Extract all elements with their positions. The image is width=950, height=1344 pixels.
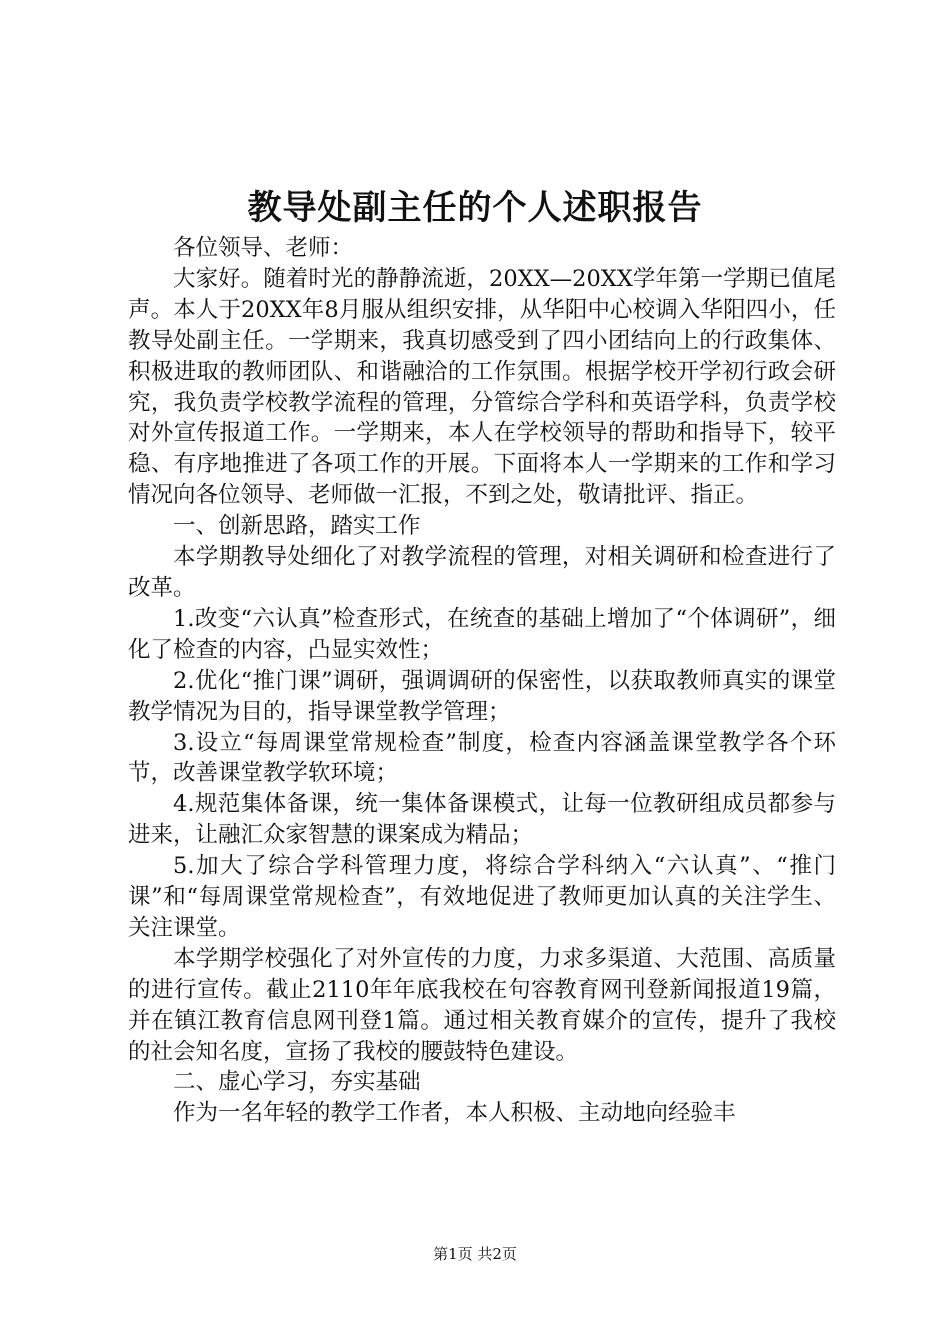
paragraph: 本学期教导处细化了对教学流程的管理，对相关调研和检查进行了改革。: [128, 544, 836, 601]
section-heading-1: 一、创新思路，踏实工作: [173, 513, 421, 540]
document-body: [128, 233, 836, 1129]
document-title: 教导处副主任的个人述职报告: [247, 188, 703, 228]
salutation: 各位领导、老师：: [173, 235, 354, 261]
list-item: 2.优化“推门课”调研，强调调研的保密性，以获取教师真实的课堂教学情况为目的，指导课堂教学管理；: [128, 667, 836, 725]
list-item: 4.规范集体备课，统一集体备课模式，让每一位教研组成员都参与进来，让融汇众家智慧的课案成为精品；: [128, 791, 836, 849]
list-item: 5.加大了综合学科管理力度，将综合学科纳入“六认真”、“推门课”和“每周课堂常规检查”，有效地促进了教师更加认真的关注学生、关注课堂。: [128, 853, 836, 941]
section-heading-2: 二、虚心学习，夯实基础: [173, 1069, 421, 1096]
paragraph: 作为一名年轻的教学工作者，本人积极、主动地向经验丰: [173, 1100, 736, 1127]
list-item: 3.设立“每周课堂常规检查”制度，检查内容涵盖课堂教学各个环节，改善课堂教学软环境；: [128, 729, 836, 787]
list-item: 1.改变“六认真”检查形式，在统查的基础上增加了“个体调研”，细化了检查的内容，凸显实效性；: [128, 605, 836, 663]
page-number: 第1页 共2页: [433, 1245, 517, 1263]
paragraph: 本学期学校强化了对外宣传的力度，力求多渠道、大范围、高质量的进行宣传。截止2110年年底我校在句容教育网刊登新闻报道19篇，并在镇江教育信息网刊登1篇。通过相关教育媒介的宣传，提升了我校的社会知名度，宣扬了我校的腰鼓特色建设。: [128, 945, 836, 1065]
paragraph-intro: 大家好。随着时光的静静流逝，20XX—20XX学年第一学期已值尾声。本人于20XX年8月服从组织安排，从华阳中心校调入华阳四小，任教导处副主任。一学期来，我真切感受到了四小团结向上的行政集体、积极进取的教师团队、和谐融洽的工作氛围。根据学校开学初行政会研究，我负责学校教学流程的管理，分管综合学科和英语学科，负责学校对外宣传报道工作。一学期来，本人在学校领导的帮助和指导下，较平稳、有序地推进了各项工作的开展。下面将本人一学期来的工作和学习情况向各位领导、老师做一汇报，不到之处，敬请批评、指正。: [128, 265, 836, 509]
